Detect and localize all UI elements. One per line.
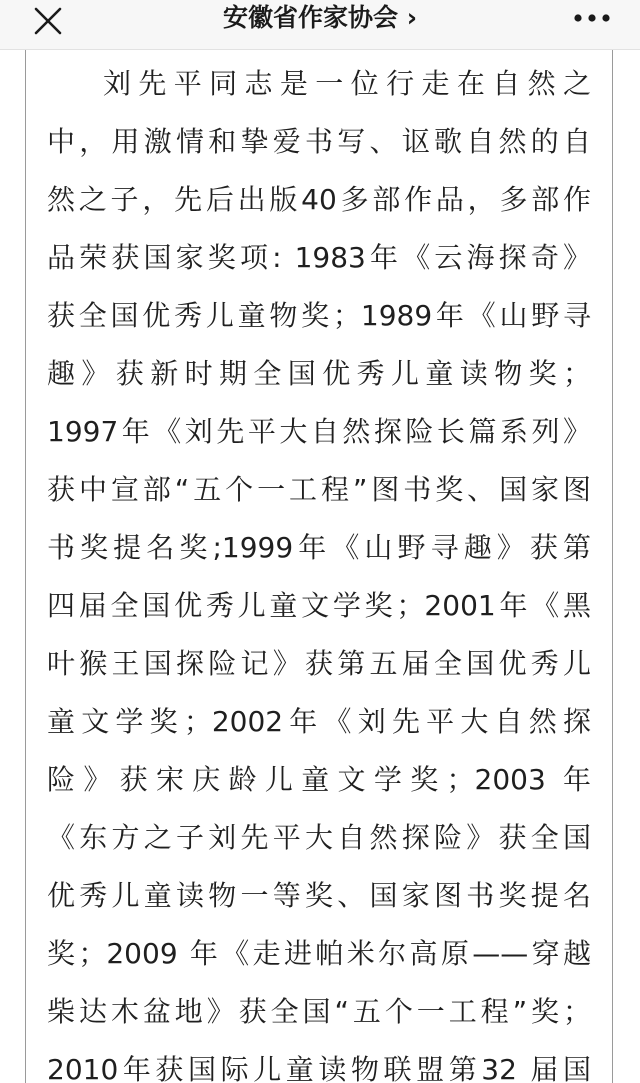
article-line: 奖；2009 年《走进帕米尔高原——穿越 — [47, 937, 591, 970]
article-line: 书奖提名奖;1999年《山野寻趣》获第 — [47, 531, 591, 564]
article-line: 《东方之子刘先平大自然探险》获全国 — [47, 821, 591, 854]
close-button[interactable] — [30, 3, 66, 39]
article-line: 柴达木盆地》获全国“五个一工程”奖； — [47, 995, 591, 1028]
article-line: 1997年《刘先平大自然探险长篇系列》 — [47, 415, 591, 448]
article-line: 获全国优秀儿童物奖；1989年《山野寻 — [47, 299, 591, 332]
close-icon — [30, 3, 66, 39]
article-line: 趣》获新时期全国优秀儿童读物奖； — [47, 357, 591, 390]
page-title — [0, 0, 640, 44]
article-content[interactable] — [0, 50, 640, 1083]
article-line: 中，用激情和挚爱书写、讴歌自然的自 — [47, 125, 591, 158]
article-line: 险》获宋庆龄儿童文学奖；2003 年 — [47, 763, 591, 796]
article-line: 刘先平同志是一位行走在自然之 — [103, 67, 591, 100]
article-line: 2010年获国际儿童读物联盟第32 届国 — [47, 1053, 591, 1083]
navigation-bar — [0, 0, 640, 50]
article-line: 优秀儿童读物一等奖、国家图书奖提名 — [47, 879, 591, 912]
article-line: 童文学奖；2002年《刘先平大自然探 — [47, 705, 591, 738]
more-dots-icon — [570, 2, 614, 38]
article-line: 然之子，先后出版40多部作品，多部作 — [47, 183, 591, 216]
article-line: 品荣获国家奖项: 1983年《云海探奇》 — [47, 241, 591, 274]
article-line: 四届全国优秀儿童文学奖；2001年《黑 — [47, 589, 591, 622]
article-line: 获中宣部“五个一工程”图书奖、国家图 — [47, 473, 591, 506]
account-name-link[interactable]: 安徽省作家协会 › — [222, 3, 417, 32]
more-options-button[interactable] — [570, 2, 614, 38]
article-line: 叶猴王国探险记》获第五届全国优秀儿 — [47, 647, 591, 680]
